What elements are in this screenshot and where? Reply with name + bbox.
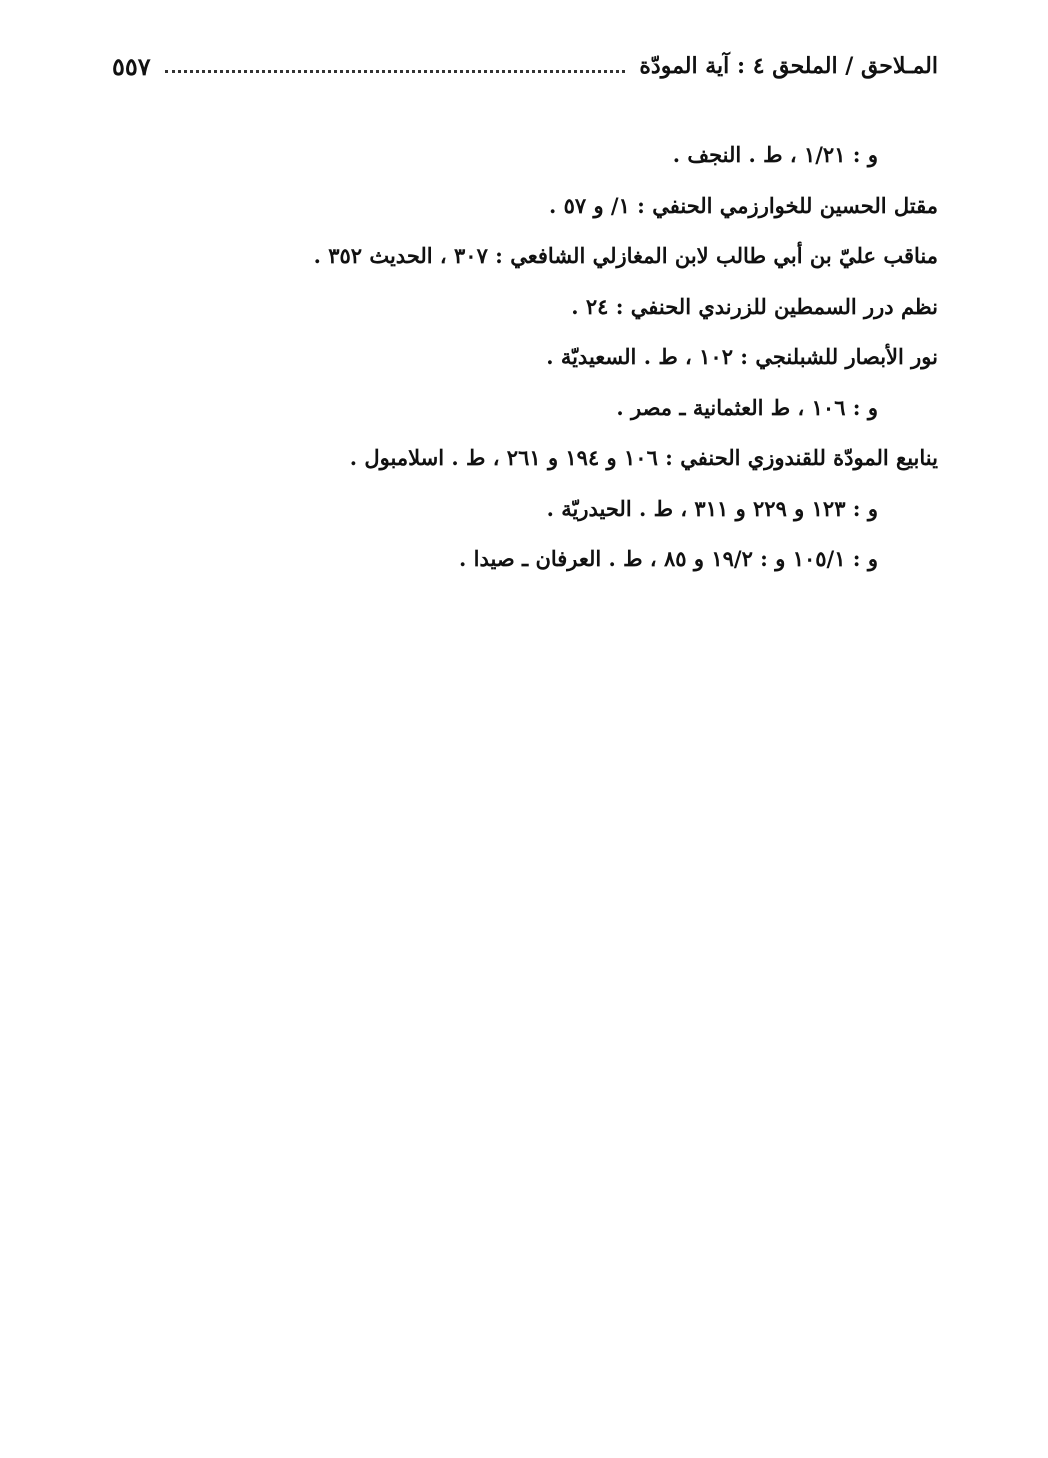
page-number: ٥٥٧ [112, 51, 151, 81]
reference-entry: و : ١٠٦ ، ط العثمانية ـ مصر . [616, 394, 878, 420]
running-header-title: المـلاحق / الملحق ٤ : آية المودّة [639, 53, 938, 79]
reference-entry: مناقب عليّ بن أبي طالب لابن المغازلي الشافعي : ٣٠٧ ، الحديث ٣٥٢ . [313, 243, 938, 268]
reference-entry: و : ١/٢١ ، ط . النجف . [672, 142, 878, 167]
running-header [112, 46, 938, 86]
reference-entry: مقتل الحسين للخوارزمي الحنفي : ١/ و ٥٧ . [548, 192, 938, 218]
reference-entry: نور الأبصار للشبلنجي : ١٠٢ ، ط . السعيديّة . [546, 344, 938, 369]
reference-list [198, 130, 938, 585]
reference-entry: و : ١٠٥/١ و : ١٩/٢ و ٨٥ ، ط . العرفان ـ صيدا . [459, 546, 878, 571]
reference-entry: ينابيع المودّة للقندوزي الحنفي : ١٠٦ و ١٩٤ و ٢٦١ ، ط . اسلامبول . [349, 445, 938, 470]
header-dot-leader [165, 70, 626, 73]
reference-entry: نظم درر السمطين للزرندي الحنفي : ٢٤ . [571, 293, 938, 319]
reference-entry: و : ١٢٣ و ٢٢٩ و ٣١١ ، ط . الحيدريّة . [546, 495, 878, 521]
